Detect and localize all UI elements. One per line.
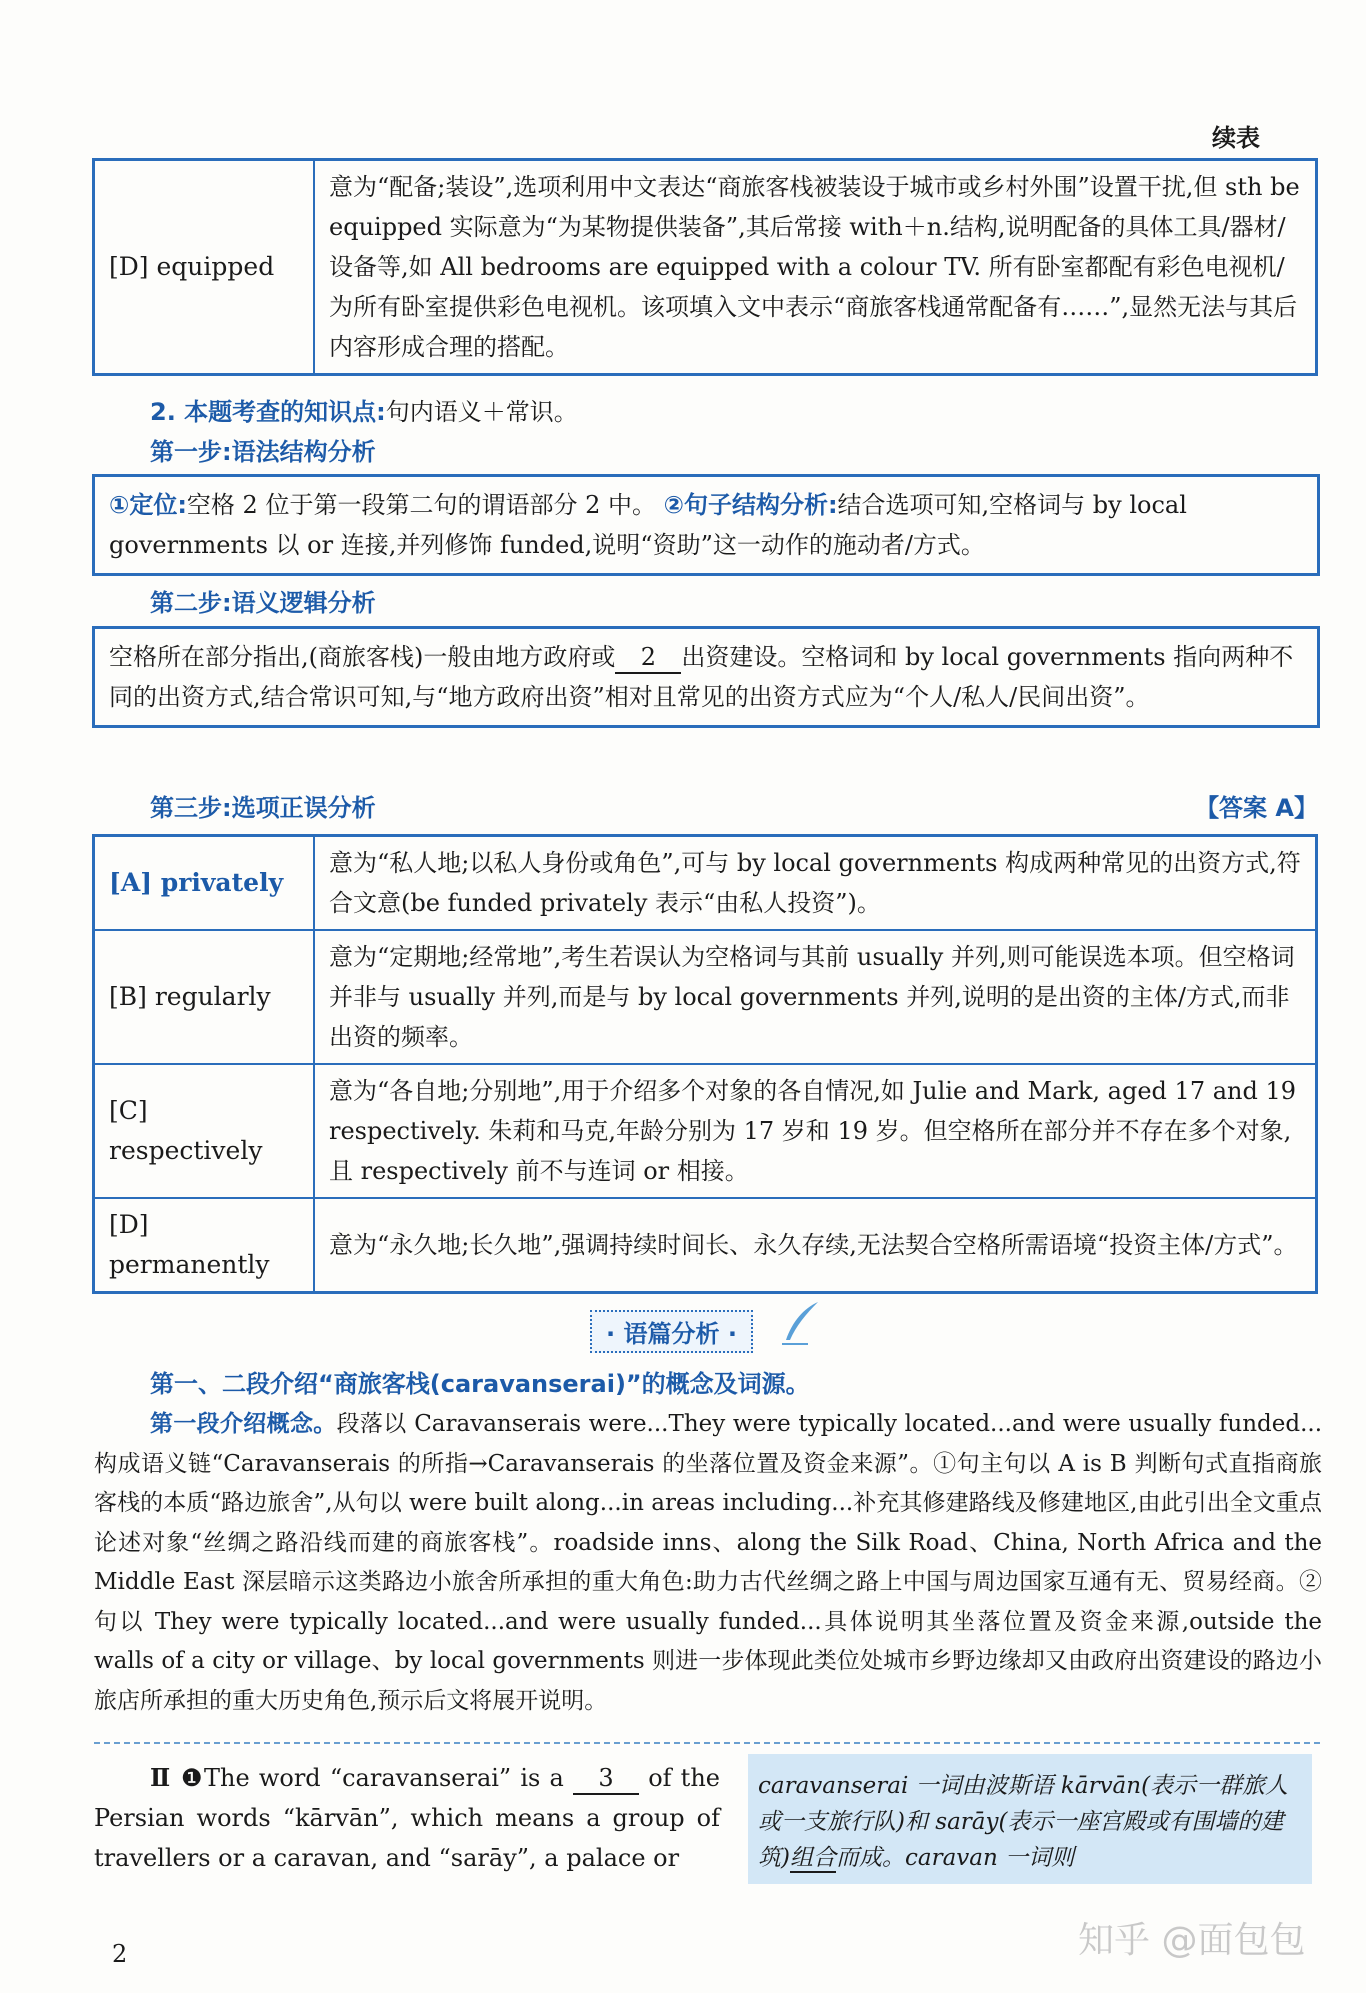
blank-2: 2 [615,642,681,674]
step1-box [92,474,1320,576]
step2-text-b: 出资建设。空格词和 by local governments 指向两种不同的出资方式,结合常识可知,与“地方政府出资”相对且常见的出资方式应为“个人/私人/民间出资”。 [109,643,1294,711]
table-row [94,160,1317,375]
option-explanation: 意为“各自地;分别地”,用于介绍多个对象的各自情况,如 Julie and Mark, aged 17 and 19 respectively. 朱莉和马克,年龄分别为 17 岁和 19 岁。但空格所在部分并不存在多个对象,且 respectively 前不与连词 or 相接。 [314,1064,1317,1198]
paragraph-marker: Ⅱ [150,1763,172,1792]
table-row [94,836,1317,931]
locate-text: 空格 2 位于第一段第二句的谓语部分 2 中。 [186,491,656,519]
answer-label: 【答案 A】 [1195,794,1318,822]
page-number: 2 [112,1940,128,1968]
step2-heading: 第二步:语义逻辑分析 [150,589,376,617]
option-explanation: 意为“私人地;以私人身份或角色”,可与 by local governments 构成两种常见的出资方式,符合文意(be funded privately 表示“由私人投资”)。 [314,836,1317,931]
locate-label: ①定位: [109,491,187,519]
continued-label: 续表 [1212,124,1260,152]
analysis-title: · 语篇分析 · [590,1310,753,1353]
analysis-paragraph [94,1405,1322,1721]
option-table [92,834,1318,1294]
step2-text-a: 空格所在部分指出,(商旅客栈)一般由地方政府或 [109,643,616,671]
question-label: 2. 本题考查的知识点: [150,398,386,426]
translation-sidebar [748,1754,1312,1884]
analysis-text: 段落以 Caravanserais were...They were typically located...and were usually funded...构成语义链“Caravanserais 的所指→Caravanserais 的坐落位置及资金来源”。①句主句以 A is B 判断句式直指商旅客栈的本质“路边旅舍”,从句以 were built along...in areas including...补充其修建路线及修建地区,由此引出全文重点论述对象“丝绸之路沿线而建的商旅客栈”。roadside inns、along the Silk Road、China, North Africa and the Middle East 深层暗示这类路边小旅舍所承担的重大角色:助力古代丝绸之路上中国与周边国家互通有无、贸易经商。②句以 They were typically located...and were usually funded...具体说明其坐落位置及资金来源,outside the walls of a city or village、by local governments 则进一步体现此类位处城市乡野边缘却又由政府出资建设的路边小旅店所承担的重大历史角色,预示后文将展开说明。 [94,1411,1323,1714]
option-key: [D] permanently [94,1198,315,1293]
sidebar-text-a: caravanserai 一词由波斯语 kārvān(表示一群旅人或一支旅行队)和 sarāy(表示一座宫殿或有围墙的建筑) [758,1773,1289,1871]
option-explanation: 意为“配备;装设”,选项利用中文表达“商旅客栈被装设于城市或乡村外围”设置干扰,但 sth be equipped 实际意为“为某物提供装备”,其后常接 with＋n.结构,说明配备的具体工具/器材/设备等,如 All bedrooms are equipped with a colour TV. 所有卧室都配有彩色电视机/为所有卧室提供彩色电视机。该项填入文中表示“商旅客栈通常配备有……”,显然无法与其后内容形成合理的搭配。 [314,160,1317,375]
passage-paragraph [94,1758,720,1878]
passage-text-b: of the Persian words “kārvān”, which means a group of travellers or a caravan, and “sarāy”, a palace or [94,1764,720,1872]
option-explanation: 意为“定期地;经常地”,考生若误认为空格词与其前 usually 并列,则可能误选本项。但空格词并非与 usually 并列,而是与 by local governments 并列,说明的是出资的主体/方式,而非出资的频率。 [314,930,1317,1064]
option-key: [B] regularly [94,930,315,1064]
table-row [94,1198,1317,1293]
analysis-heading-1: 第一、二段介绍“商旅客栈(caravanserai)”的概念及词源。 [150,1370,810,1398]
structure-text: 结合选项可知,空格词与 by local governments 以 or 连接,并列修饰 funded,说明“资助”这一动作的施动者/方式。 [109,491,1187,559]
table-row [94,930,1317,1064]
step1-heading: 第一步:语法结构分析 [150,438,376,466]
sidebar-text-b: 而成。caravan 一词则 [835,1845,1075,1871]
sidebar-underlined: 组合 [789,1845,836,1871]
table-row [94,1064,1317,1198]
analysis-heading-2: 第一段介绍概念。 [150,1411,337,1437]
quill-icon [778,1300,822,1346]
blank-3: 3 [573,1763,639,1795]
watermark: 知乎 @面包包 [1078,1920,1306,1961]
option-key: [A] privately [94,836,315,931]
option-table-d [92,158,1318,376]
step3-heading: 第三步:选项正误分析 [150,794,376,822]
question-2-heading [150,392,578,432]
option-key: [C] respectively [94,1064,315,1198]
sentence-number: ❶ [180,1764,204,1792]
step2-box [92,626,1320,728]
question-knowledge: 句内语义＋常识。 [385,398,578,426]
passage-text-a: The word “caravanserai” is a [204,1764,564,1792]
divider [94,1742,1320,1744]
option-key: [D] equipped [94,160,315,375]
structure-label: ②句子结构分析: [663,491,838,519]
option-explanation: 意为“永久地;长久地”,强调持续时间长、永久存续,无法契合空格所需语境“投资主体/方式”。 [314,1198,1317,1293]
